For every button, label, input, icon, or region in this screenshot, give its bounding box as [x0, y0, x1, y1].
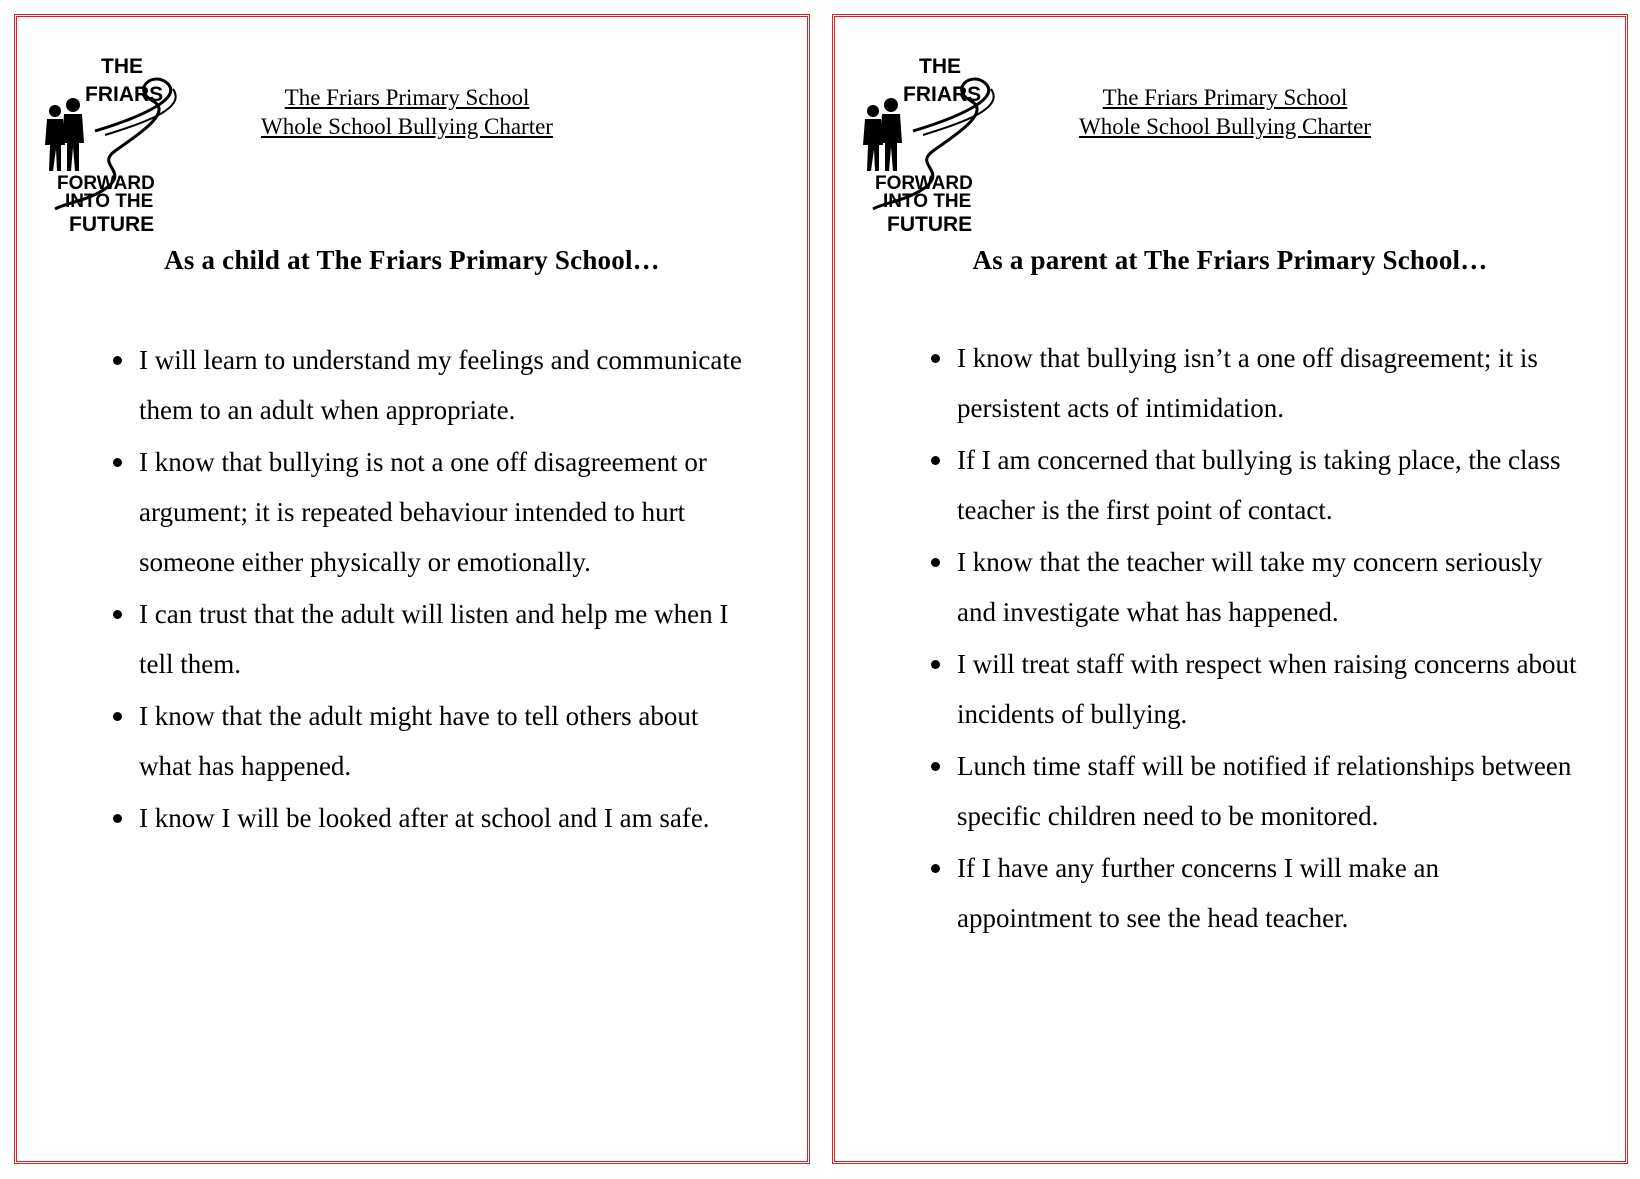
school-logo	[853, 39, 1003, 239]
logo-line-4: INTO THE	[883, 191, 972, 212]
logo-line-5: FUTURE	[69, 213, 155, 236]
logo-line-5: FUTURE	[887, 213, 973, 236]
parent-charter-page	[832, 14, 1628, 1164]
document-header	[197, 83, 617, 141]
logo-line-3: FORWARD	[875, 173, 973, 194]
bullet-item: I know I will be looked after at school and I am safe.	[109, 793, 749, 843]
school-name: The Friars Primary School	[284, 85, 530, 110]
bullet-item: I know that the adult might have to tell others about what has happened.	[109, 691, 749, 791]
friars-school-logo-icon	[853, 39, 1003, 239]
bullet-item: I will learn to understand my feelings and communicate them to an adult when appropriate.	[109, 335, 749, 435]
bullet-item: I can trust that the adult will listen and help me when I tell them.	[109, 589, 749, 689]
bullet-icon	[931, 354, 940, 363]
bullet-icon	[113, 814, 122, 823]
bullet-item: If I am concerned that bullying is taking place, the class teacher is the first point of contact.	[927, 435, 1577, 535]
parent-subtitle: As a parent at The Friars Primary School…	[972, 245, 1488, 275]
school-name: The Friars Primary School	[1102, 85, 1348, 110]
bullet-item: If I have any further concerns I will make an appointment to see the head teacher.	[927, 843, 1577, 943]
child-bullet-list	[109, 335, 749, 845]
bullet-icon	[113, 356, 122, 365]
bullet-icon	[113, 610, 122, 619]
bullet-icon	[931, 660, 940, 669]
bullet-item: I know that the teacher will take my concern seriously and investigate what has happened.	[927, 537, 1577, 637]
child-subtitle: As a child at The Friars Primary School…	[164, 245, 660, 275]
logo-line-3: FORWARD	[57, 173, 155, 194]
logo-line-2: FRIARS	[903, 83, 982, 106]
charter-title: Whole School Bullying Charter	[261, 114, 553, 139]
bullet-icon	[931, 864, 940, 873]
school-logo	[35, 39, 185, 239]
bullet-icon	[113, 712, 122, 721]
bullet-item: Lunch time staff will be notified if relationships between specific children need to be monitored.	[927, 741, 1577, 841]
bullet-icon	[931, 762, 940, 771]
bullet-item: I know that bullying isn’t a one off disagreement; it is persistent acts of intimidation.	[927, 333, 1577, 433]
document-header	[1015, 83, 1435, 141]
bullet-item: I know that bullying is not a one off disagreement or argument; it is repeated behaviour intended to hurt someone either physically or emotionally.	[109, 437, 749, 587]
child-charter-page	[14, 14, 810, 1164]
parent-bullet-list	[927, 333, 1577, 945]
bullet-item: I will treat staff with respect when raising concerns about incidents of bullying.	[927, 639, 1577, 739]
logo-line-1: THE	[919, 55, 961, 78]
bullet-icon	[931, 558, 940, 567]
bullet-icon	[113, 458, 122, 467]
friars-school-logo-icon	[35, 39, 185, 239]
logo-line-1: THE	[101, 55, 143, 78]
logo-line-2: FRIARS	[85, 83, 164, 106]
charter-title: Whole School Bullying Charter	[1079, 114, 1371, 139]
logo-line-4: INTO THE	[65, 191, 154, 212]
bullet-icon	[931, 456, 940, 465]
